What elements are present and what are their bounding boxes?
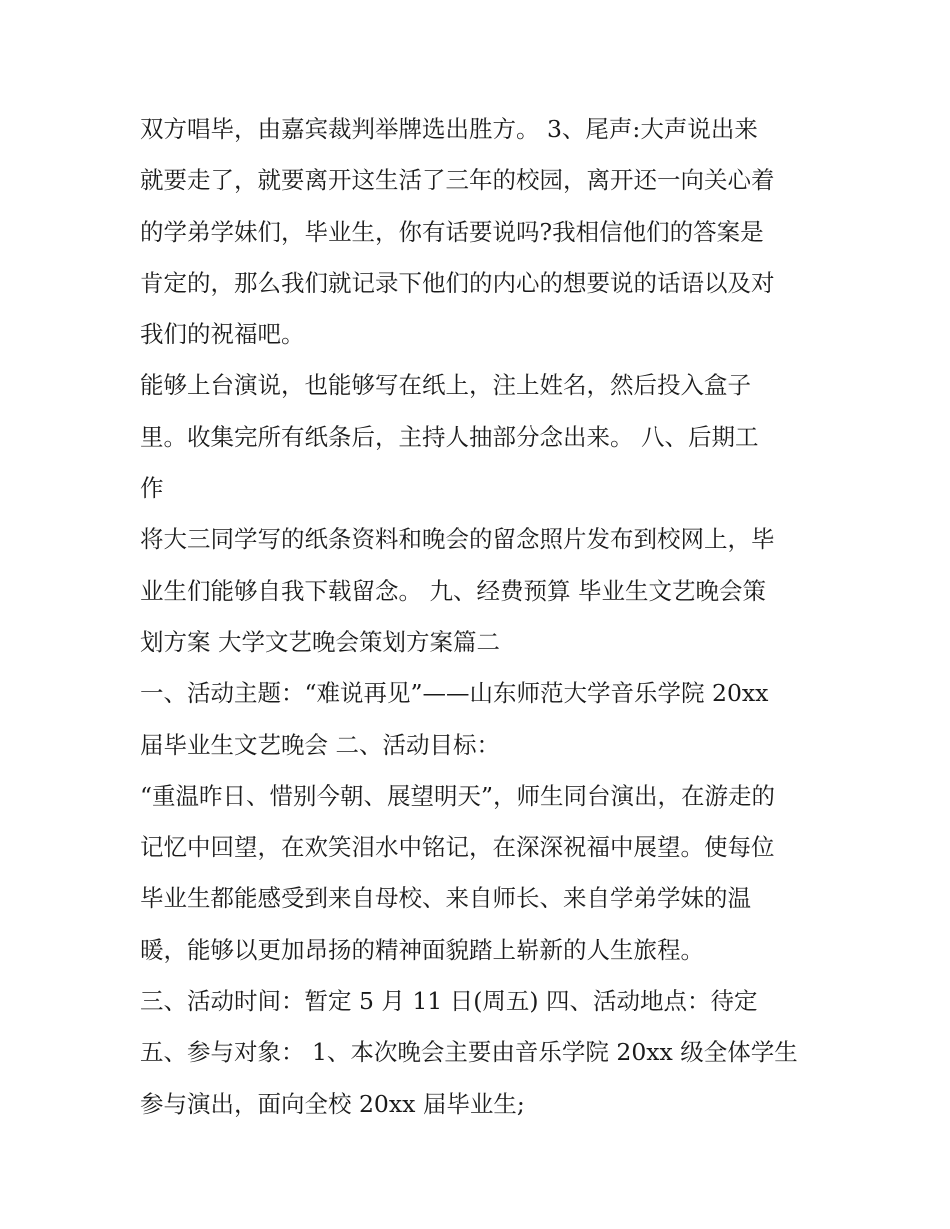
text-line: 的学弟学妹们，毕业生，你有话要说吗?我相信他们的答案是 [140, 217, 764, 246]
text-line: 记忆中回望，在欢笑泪水中铭记，在深深祝福中展望。使每位 [140, 833, 775, 862]
text-line: 毕业生都能感受到来自母校、来自师长、来自学弟学妹的温 [140, 884, 751, 913]
text-line: 划方案 大学文艺晚会策划方案篇二 [140, 627, 500, 656]
text-line: 三、活动时间：暂定 5 月 11 日(周五) 四、活动地点：待定 [140, 987, 758, 1016]
text-line: 双方唱毕，由嘉宾裁判举牌选出胜方。 3、尾声:大声说出来 [140, 115, 758, 143]
text-line: 肯定的，那么我们就记录下他们的内心的想要说的话语以及对 [140, 268, 775, 297]
text-line: 能够上台演说，也能够写在纸上，注上姓名，然后投入盒子 [140, 371, 751, 400]
text-line: “重温昨日、惜别今朝、展望明天”，师生同台演出，在游走的 [140, 781, 776, 810]
text-line: 参与演出，面向全校 20xx 届毕业生; [140, 1089, 525, 1118]
text-line: 业生们能够自我下载留念。 九、经费预算 毕业生文艺晚会策 [140, 576, 766, 605]
text-line: 就要走了，就要离开这生活了三年的校园，离开还一向关心着 [140, 166, 775, 195]
text-line: 作 [140, 474, 164, 503]
text-line: 一、活动主题：“难说再见”——山东师范大学音乐学院 20xx [140, 679, 769, 708]
text-line: 里。收集完所有纸条后，主持人抽部分念出来。 八、后期工 [140, 422, 759, 451]
text-line: 届毕业生文艺晚会 二、活动目标： [140, 730, 500, 759]
text-line: 暖，能够以更加昂扬的精神面貌踏上崭新的人生旅程。 [140, 935, 704, 964]
text-line: 五、参与对象： 1、本次晚会主要由音乐学院 20xx 级全体学生 [140, 1038, 798, 1067]
document-body [140, 104, 820, 1130]
text-line: 我们的祝福吧。 [140, 320, 305, 349]
text-line: 将大三同学写的纸条资料和晚会的留念照片发布到校网上，毕 [140, 525, 775, 554]
